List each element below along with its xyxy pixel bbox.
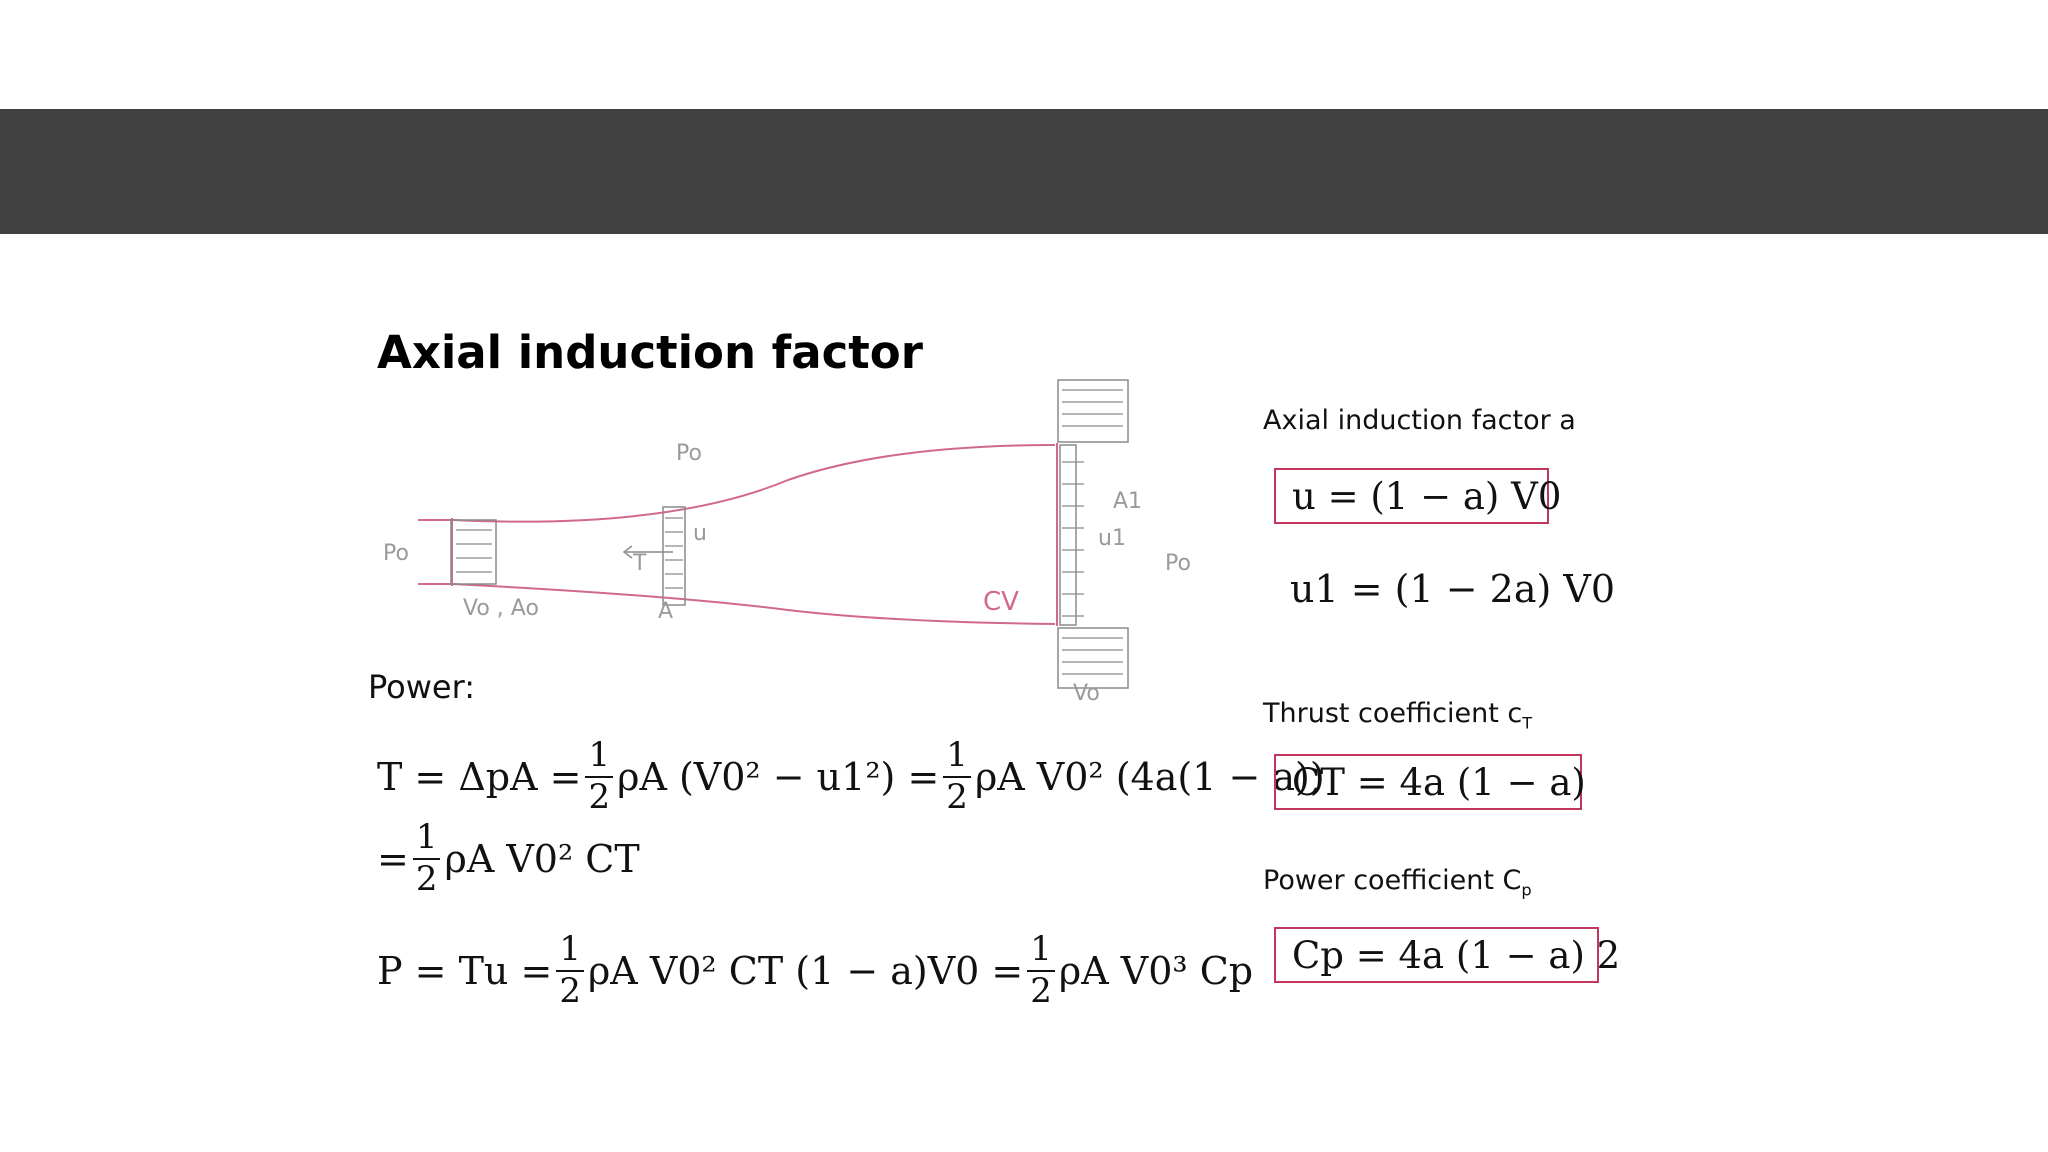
fraction-half: $\frac{1}{2}$ xyxy=(585,738,613,815)
stream-tube-upper-line xyxy=(418,445,1055,522)
thrust-coefficient-label: Thrust coefficient $c_T$ xyxy=(1263,698,1533,733)
fraction-half: $\frac{1}{2}$ xyxy=(413,820,441,897)
label-a1: A1 xyxy=(1113,489,1143,514)
label-p0-right: Po xyxy=(1165,551,1191,576)
label-cv: CV xyxy=(983,587,1019,617)
power-heading: Power: xyxy=(368,668,475,706)
u1-equation: u1 = (1 − 2a) V0 xyxy=(1290,567,1616,611)
upper-freestream-profile xyxy=(1058,380,1128,442)
induction-factor-label: Axial induction factor a xyxy=(1263,405,1576,436)
header-banner xyxy=(0,109,2048,234)
thrust-equation-line1 xyxy=(377,735,1325,817)
label-p0-left: Po xyxy=(383,541,409,566)
slide-title: Axial induction factor xyxy=(377,326,923,379)
label-p0-top: Po xyxy=(676,441,702,466)
fraction-half: $\frac{1}{2}$ xyxy=(1027,932,1055,1009)
thrust-equation-line2 xyxy=(377,817,640,899)
power-eq-lhs: P = Tu = xyxy=(377,948,553,993)
label-a: A xyxy=(658,599,674,624)
rotor-disc xyxy=(663,507,685,605)
outlet-velocity-profile xyxy=(1060,445,1076,625)
label-u1: u1 xyxy=(1098,526,1126,551)
stream-tube-sketch xyxy=(368,370,1193,710)
label-v0-a0: Vo , Ao xyxy=(463,596,539,621)
cp-equation-box xyxy=(1274,927,1621,983)
u-equation: u = (1 − a) V0 xyxy=(1292,474,1562,518)
power-eq-mid: ρA V0² CT (1 − a)V0 = xyxy=(587,948,1024,993)
thrust-eq2-rhs: ρA V0² CT xyxy=(444,836,640,881)
u-equation-box xyxy=(1274,468,1562,524)
fraction-half: $\frac{1}{2}$ xyxy=(556,932,584,1009)
label-v0-bottom: Vo xyxy=(1073,681,1100,706)
power-equation xyxy=(377,929,1254,1011)
outlet-arrows xyxy=(1062,462,1084,616)
fraction-half: $\frac{1}{2}$ xyxy=(943,738,971,815)
lower-freestream-arrows xyxy=(1062,638,1123,674)
rotor-arrows xyxy=(665,518,683,588)
label-u: u xyxy=(693,521,707,546)
thrust-eq2-eq: = xyxy=(377,836,409,881)
power-coefficient-label: Power coefficient $C_p$ xyxy=(1263,865,1532,900)
ct-equation: CT = 4a (1 − a) xyxy=(1292,760,1586,804)
lower-freestream-profile xyxy=(1058,628,1128,688)
inlet-arrows xyxy=(456,530,492,572)
thrust-eq1-lhs: T = ΔpA = xyxy=(377,754,582,799)
power-eq-rhs: ρA V0³ Cp xyxy=(1058,948,1254,993)
thrust-eq1-mid: ρA (V0² − u1²) = xyxy=(617,754,940,799)
cp-equation: Cp = 4a (1 − a) 2 xyxy=(1292,933,1621,977)
thrust-eq1-rhs: ρA V0² (4a(1 − a)) xyxy=(974,754,1325,799)
ct-equation-box xyxy=(1274,754,1586,810)
label-t: T xyxy=(633,551,647,576)
upper-freestream-arrows xyxy=(1062,390,1123,426)
